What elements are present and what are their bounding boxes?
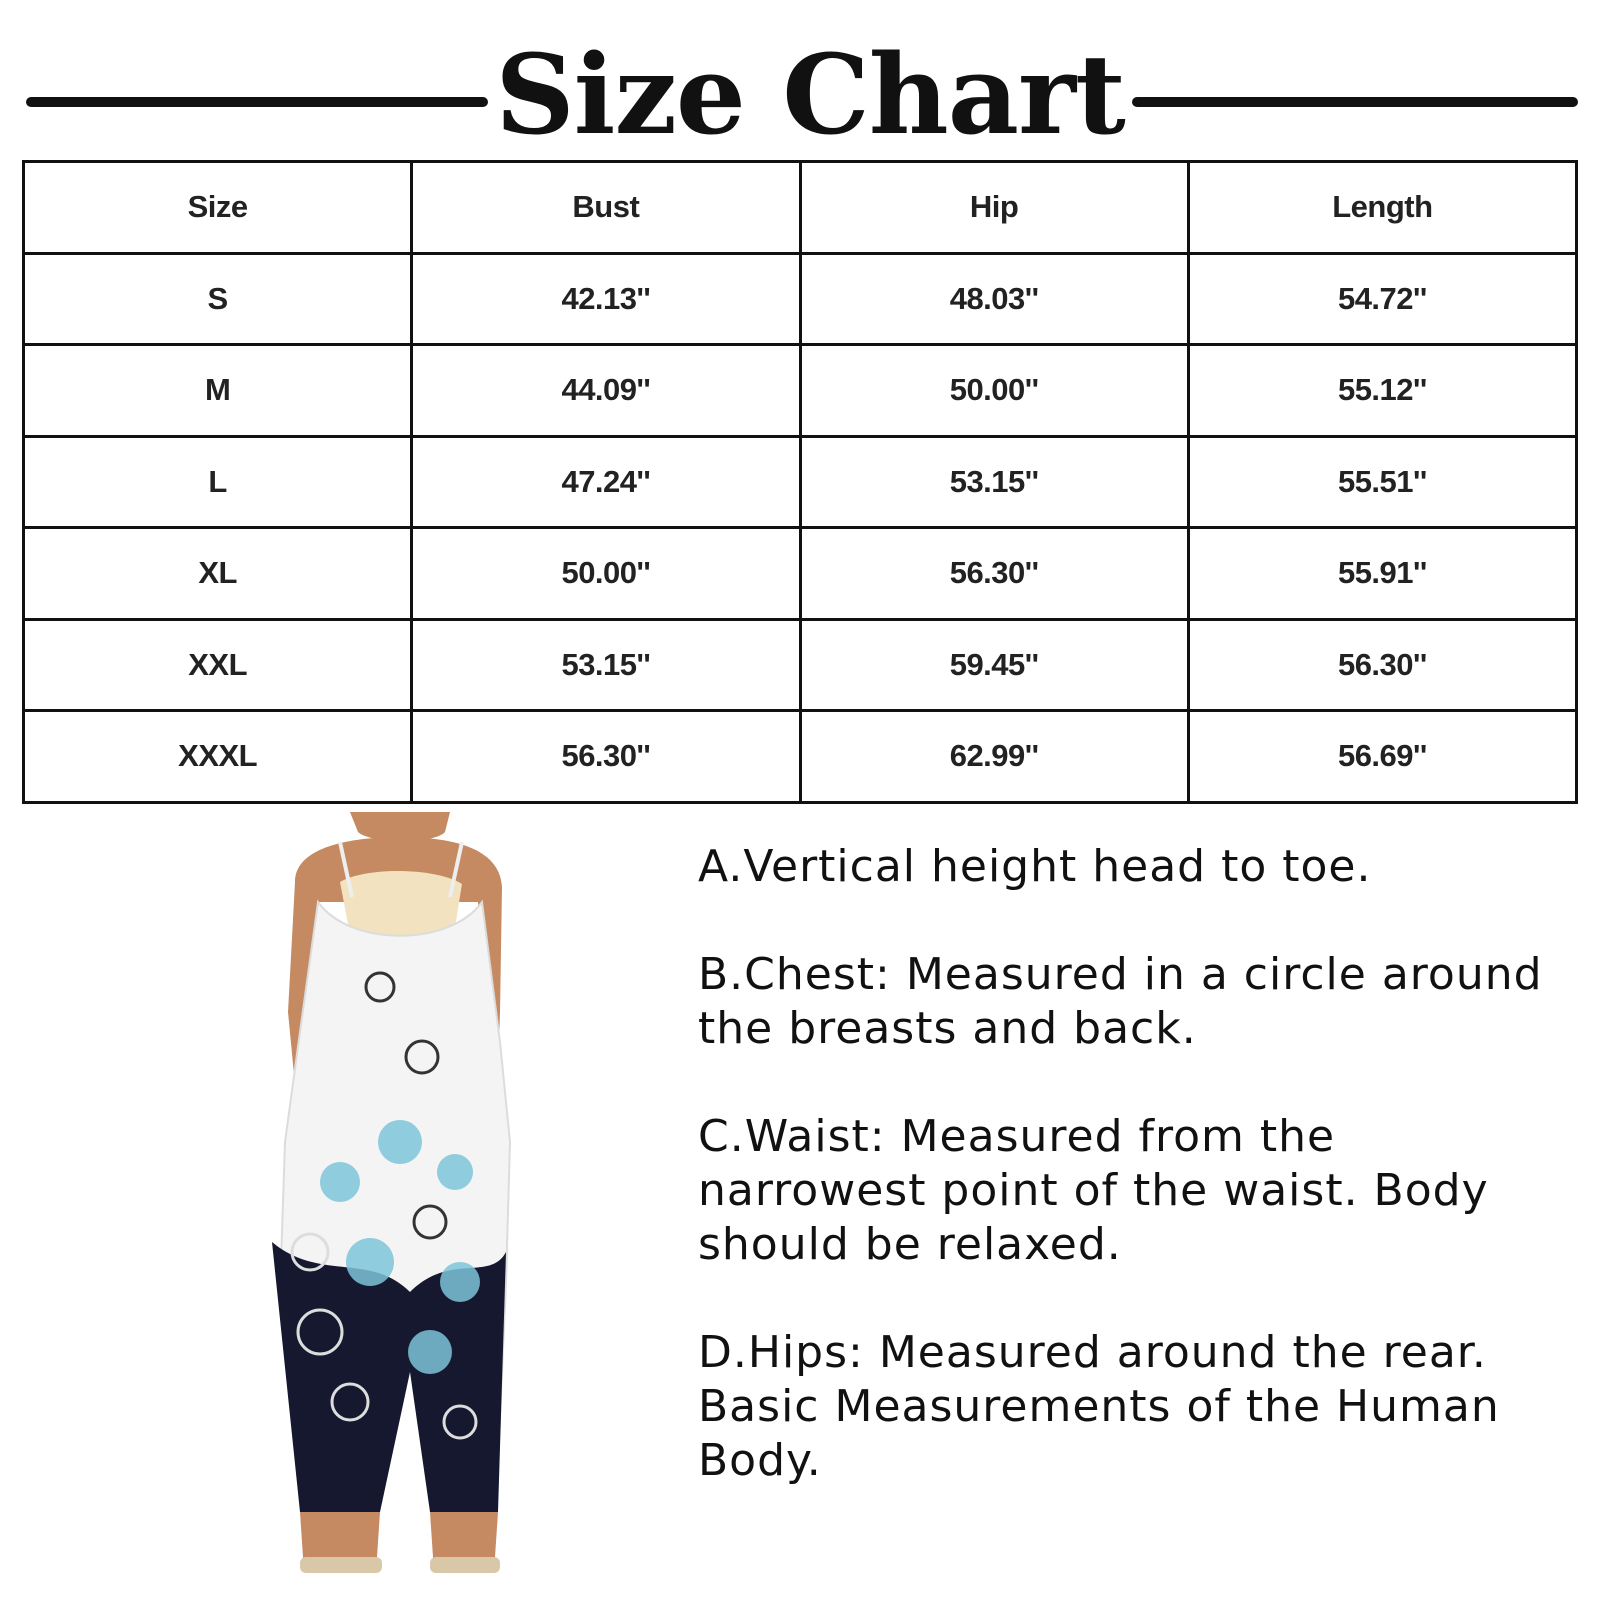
table-row (24, 528, 1577, 620)
sandal-left (300, 1557, 382, 1573)
cell-bust: 56.30'' (412, 711, 800, 803)
cell-bust: 42.13'' (412, 253, 800, 345)
note-b: B.Chest: Measured in a circle around the breasts and back. (698, 949, 1543, 1054)
cell-hip: 56.30'' (800, 528, 1188, 620)
note-d: D.Hips: Measured around the rear. Basic Measurements of the Human Body. (698, 1327, 1500, 1486)
table-row (24, 711, 1577, 803)
cell-size: XXL (24, 619, 412, 711)
header-bust: Bust (412, 162, 800, 254)
cell-size: L (24, 436, 412, 528)
cell-size: M (24, 345, 412, 437)
table-row (24, 436, 1577, 528)
table-header-row (24, 162, 1577, 254)
measurement-notes (698, 840, 1578, 1542)
cell-bust: 50.00'' (412, 528, 800, 620)
product-model-image (200, 812, 540, 1592)
cell-hip: 48.03'' (800, 253, 1188, 345)
note-c: C.Waist: Measured from the narrowest point of the waist. Body should be relaxed. (698, 1111, 1489, 1270)
table-row (24, 253, 1577, 345)
cell-size: S (24, 253, 412, 345)
header-size: Size (24, 162, 412, 254)
sandal-right (430, 1557, 500, 1573)
cell-length: 55.12'' (1188, 345, 1576, 437)
cell-length: 56.30'' (1188, 619, 1576, 711)
cell-hip: 50.00'' (800, 345, 1188, 437)
size-table (22, 160, 1578, 804)
table-row (24, 345, 1577, 437)
cell-bust: 44.09'' (412, 345, 800, 437)
cell-bust: 47.24'' (412, 436, 800, 528)
page-title: Size Chart (495, 30, 1125, 159)
cell-hip: 59.45'' (800, 619, 1188, 711)
header-hip: Hip (800, 162, 1188, 254)
cell-length: 55.51'' (1188, 436, 1576, 528)
cell-size: XXXL (24, 711, 412, 803)
note-a: A.Vertical height head to toe. (698, 841, 1372, 892)
skin-shape (350, 812, 450, 841)
title-rule-left (26, 97, 488, 107)
cell-bust: 53.15'' (412, 619, 800, 711)
cell-length: 55.91'' (1188, 528, 1576, 620)
cell-length: 56.69'' (1188, 711, 1576, 803)
cell-hip: 62.99'' (800, 711, 1188, 803)
cell-hip: 53.15'' (800, 436, 1188, 528)
title-rule-right (1132, 97, 1578, 107)
cell-size: XL (24, 528, 412, 620)
header-length: Length (1188, 162, 1576, 254)
table-row (24, 619, 1577, 711)
cell-length: 54.72'' (1188, 253, 1576, 345)
floral-jumpsuit-model-image (200, 812, 540, 1592)
